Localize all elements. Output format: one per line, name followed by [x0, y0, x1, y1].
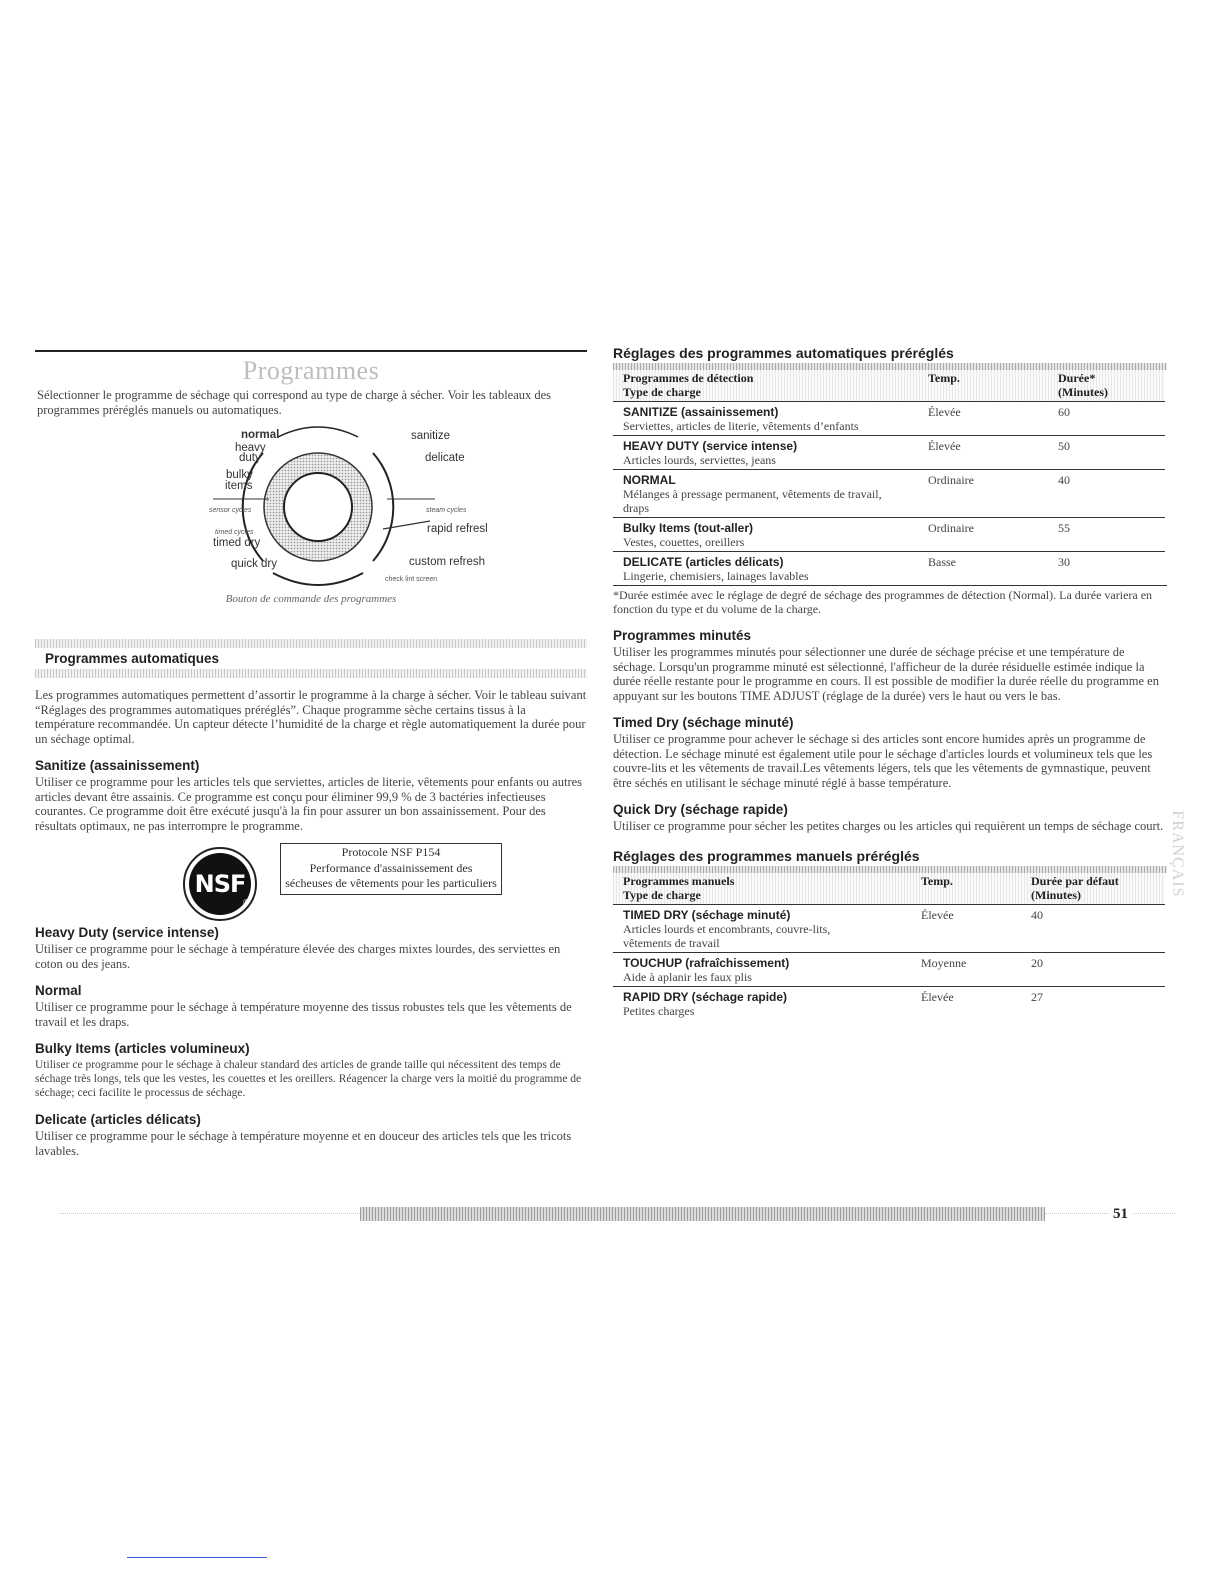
bulky-text: Utiliser ce programme pour le séchage à chaleur standard des articles de grande taille qui nécessitent des temps de séchage très longs, tels que les vestes, les couettes et les oreillers. Réagencer la charge vers la moitié du programme de séchage; ceci facilite le processus de séchage.	[35, 1059, 582, 1099]
cycle-dial-figure	[35, 421, 587, 611]
manual-col-duration-label: Durée par défaut	[1031, 873, 1119, 888]
duration-cell: 40	[1058, 470, 1165, 518]
table-row	[613, 904, 1165, 952]
nsf-protocol-box	[280, 843, 502, 895]
table-row	[613, 952, 1165, 986]
temp-cell: Basse	[928, 552, 1058, 586]
page-number: 51	[1110, 1206, 1131, 1223]
quick-dry-heading: Quick Dry (séchage rapide)	[613, 802, 788, 817]
dial-label-rapid-refresh: rapid refresl	[427, 523, 488, 535]
auto-col-duration-header	[1058, 370, 1165, 402]
footer-dotted-line	[60, 1213, 360, 1214]
load-type: Vestes, couettes, oreillers	[623, 535, 745, 549]
duration-cell: 60	[1058, 402, 1165, 436]
auto-col-duration-label: Durée*	[1058, 371, 1096, 385]
temp-cell: Élevée	[928, 402, 1058, 436]
manual-table-band	[613, 866, 1167, 873]
load-type: Articles lourds et encombrants, couvre-lits, vêtements de travail	[623, 921, 831, 950]
delicate-text: Utiliser ce programme pour le séchage à température moyenne et en douceur des articles tels que les tricots lavables.	[35, 1129, 572, 1158]
auto-table-band	[613, 363, 1167, 370]
table-row	[613, 436, 1165, 470]
program-name: HEAVY DUTY (service intense)	[623, 439, 798, 453]
timed-dry-text: Utiliser ce programme pour achever le séchage si des articles sont encore humides après un programme de détection. Le séchage minuté est également utile pour le séchage d'articles lourds et volumineux tels que les couvre-lits et les vêtements de travail.Les vêtements légers, tels que les vêtements de gymnastique, peuvent être séchés en utilisant le séchage minuté réglé à basse température.	[613, 732, 1153, 790]
auto-text: Les programmes automatiques permettent d’assortir le programme à la charge à sécher. Voir le tableau suivant “Réglages des programmes automatiques préréglés”. Chaque programme sèche certains tissus à la température recommandée. Un capteur détecte l’humidité de la charge et règle automatiquement la durée pour un séchage optimal.	[35, 688, 587, 746]
sanitize-text: Utiliser ce programme pour les articles tels que serviettes, articles de literie, vêtements pour enfants ou autres articles devant être assainis. Ce programme est conçu pour éliminer 99,9 % de 3 bactéries infectieuses courantes. Ce programme doit être exécuté jusqu'à la fin pour assurer un bon assainissement. Pour des résultats optimaux, ne pas interrompre le programme.	[35, 775, 583, 833]
temp-cell: Élevée	[921, 904, 1031, 952]
timed-dry-heading: Timed Dry (séchage minuté)	[613, 715, 794, 730]
footer-bar	[360, 1207, 1045, 1221]
duration-cell: 40	[1031, 904, 1165, 952]
manual-table-title: Réglages des programmes manuels préréglés	[613, 847, 920, 864]
table-row	[613, 552, 1165, 586]
nsf-protocol-title: Protocole NSF P154	[341, 845, 441, 859]
dial-label-bulky: bulky	[226, 469, 253, 481]
program-name: TIMED DRY (séchage minuté)	[623, 907, 791, 922]
table-row	[613, 470, 1165, 518]
auto-table-header	[613, 370, 1165, 402]
normal-heading: Normal	[35, 983, 82, 998]
dial-label-sanitize: sanitize	[411, 430, 450, 442]
manual-col-duration-header	[1031, 873, 1165, 905]
duration-cell: 30	[1058, 552, 1165, 586]
duration-cell: 55	[1058, 518, 1165, 552]
duration-cell: 20	[1031, 952, 1165, 986]
program-name: Bulky Items (tout-aller)	[623, 521, 754, 535]
nsf-protocol-description: Performance d'assainissement des sécheuses de vêtements pour les particuliers	[285, 860, 497, 890]
quick-dry-text: Utiliser ce programme pour sécher les petites charges ou les articles qui requièrent un temps de séchage court.	[613, 819, 1164, 833]
table-row	[613, 518, 1165, 552]
auto-heading: Programmes automatiques	[45, 651, 220, 666]
manual-table-header	[613, 873, 1165, 905]
manual-col-duration-unit: (Minutes)	[1031, 887, 1081, 902]
cycle-dial-icon	[35, 421, 587, 591]
dial-label-normal: normal	[241, 429, 280, 441]
normal-text: Utiliser ce programme pour le séchage à température moyenne des tissus robustes tels que les vêtements de travail et les draps.	[35, 1000, 572, 1029]
dial-label-sensor-cycles: sensor cycles	[209, 507, 252, 514]
temp-cell: Moyenne	[921, 952, 1031, 986]
nsf-row	[35, 843, 587, 923]
timed-text: Utiliser les programmes minutés pour sélectionner une durée de séchage précise et une température de séchage. Lorsqu'un programme minuté est sélectionné, l'afficheur de la durée résiduelle estimée indique la durée réelle restante pour le programme en cours. Il est possible de modifier la durée réelle du programme en appuyant sur les boutons TIME ADJUST (réglage de la durée) vers le haut ou vers le bas.	[613, 645, 1159, 703]
temp-cell: Élevée	[928, 436, 1058, 470]
load-type: Articles lourds, serviettes, jeans	[623, 453, 776, 467]
dial-label-heavy: heavy	[235, 442, 266, 454]
auto-col-load-label: Type de charge	[623, 385, 701, 399]
table-row	[613, 986, 1165, 1020]
dial-caption: Bouton de commande des programmes	[225, 593, 397, 605]
auto-col-program-label: Programmes de détection	[623, 371, 754, 385]
dial-label-delicate: delicate	[425, 452, 465, 464]
heavy-text: Utiliser ce programme pour le séchage à température élevée des charges mixtes lourdes, des serviettes en coton ou des jeans.	[35, 942, 561, 971]
auto-presets-table	[613, 370, 1165, 585]
heavy-heading: Heavy Duty (service intense)	[35, 925, 219, 940]
program-name: SANITIZE (assainissement)	[623, 405, 779, 419]
dial-label-check-lint: check lint screen	[385, 576, 438, 583]
auto-table-footnote: *Durée estimée avec le réglage de degré de séchage des programmes de détection (Normal). La durée variera en fonction du type et du volume de la charge.	[613, 588, 1153, 616]
program-name: NORMAL	[623, 473, 676, 487]
manual-col-load-label: Type de charge	[623, 887, 701, 902]
load-type: Petites charges	[623, 1003, 695, 1018]
dial-label-steam-cycles: steam cycles	[426, 507, 467, 514]
temp-cell: Ordinaire	[928, 470, 1058, 518]
nsf-logo	[183, 847, 257, 921]
manual-presets-table	[613, 873, 1165, 1020]
bulky-heading: Bulky Items (articles volumineux)	[35, 1041, 250, 1056]
nsf-registered-mark: ®	[243, 898, 249, 907]
temp-cell: Ordinaire	[928, 518, 1058, 552]
section-band-top	[35, 639, 587, 648]
section-band-bottom	[35, 669, 587, 678]
auto-col-duration-unit: (Minutes)	[1058, 385, 1108, 399]
auto-col-program-header	[613, 370, 928, 402]
load-type: Mélanges à pressage permanent, vêtements de travail, draps	[623, 487, 882, 515]
dial-label-custom-refresh: custom refresh	[409, 556, 486, 568]
bottom-link-underline	[127, 1557, 267, 1558]
program-name: RAPID DRY (séchage rapide)	[623, 989, 788, 1004]
nsf-logo-text: NSF	[189, 853, 251, 915]
load-type: Serviettes, articles de literie, vêtements d’enfants	[623, 419, 859, 433]
duration-cell: 27	[1031, 986, 1165, 1020]
language-side-tab	[1162, 800, 1192, 910]
left-column	[35, 350, 587, 1158]
delicate-heading: Delicate (articles délicats)	[35, 1112, 201, 1127]
manual-col-program-label: Programmes manuels	[623, 873, 735, 888]
dial-label-duty: duty	[239, 452, 261, 464]
intro-text: Sélectionner le programme de séchage qui correspond au type de charge à sécher. Voir les tableaux des programmes préréglés manuels ou automatiques.	[37, 388, 552, 417]
manual-col-temp-header: Temp.	[921, 873, 953, 888]
auto-table-title: Réglages des programmes automatiques préréglés	[613, 345, 954, 361]
dial-label-timed-cycles: timed cycles	[215, 529, 254, 536]
timed-heading: Programmes minutés	[613, 628, 752, 643]
dial-label-timed-dry: timed dry	[213, 537, 261, 549]
program-name: TOUCHUP (rafraîchissement)	[623, 955, 790, 970]
page-title: Programmes	[242, 356, 380, 385]
manual-col-program-header	[613, 873, 921, 905]
right-column	[613, 345, 1167, 1020]
table-row	[613, 402, 1165, 436]
duration-cell: 50	[1058, 436, 1165, 470]
dial-label-quick-dry: quick dry	[231, 558, 278, 570]
load-type: Lingerie, chemisiers, lainages lavables	[623, 569, 809, 583]
load-type: Aide à aplanir les faux plis	[623, 969, 752, 984]
auto-section	[35, 639, 587, 678]
title-rule	[35, 350, 587, 352]
sanitize-heading: Sanitize (assainissement)	[35, 758, 200, 773]
temp-cell: Élevée	[921, 986, 1031, 1020]
language-label: FRANÇAIS	[1169, 810, 1186, 898]
program-name: DELICATE (articles délicats)	[623, 555, 784, 569]
dial-label-items: items	[225, 480, 253, 492]
auto-col-temp-header: Temp.	[928, 371, 960, 385]
